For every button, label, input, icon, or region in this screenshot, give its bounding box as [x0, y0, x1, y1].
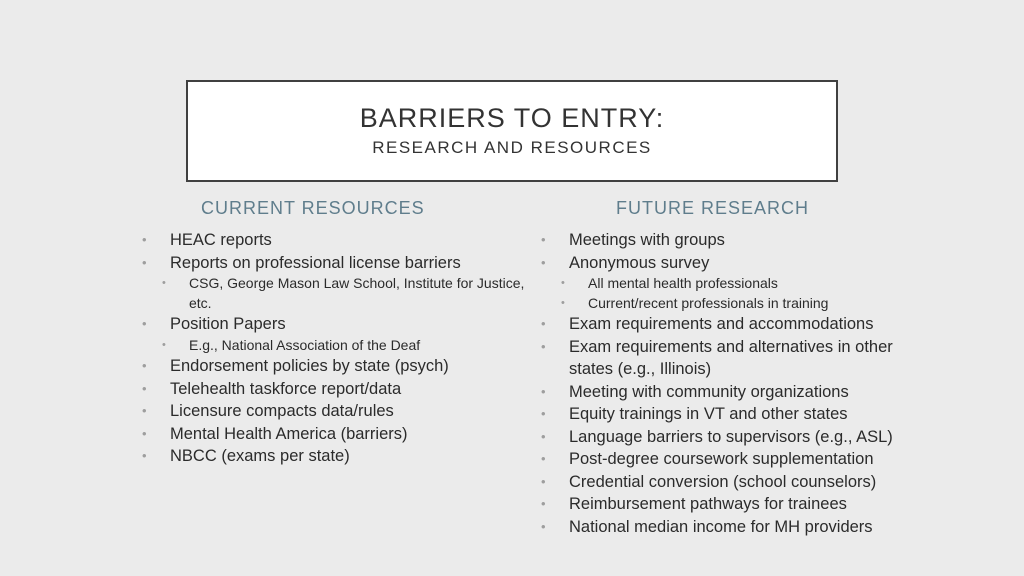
list-item — [539, 403, 939, 426]
sub-list-item — [140, 274, 530, 313]
list-item — [539, 313, 939, 336]
list-item-text: All mental health professionals — [588, 275, 778, 291]
list-item — [539, 252, 939, 275]
list-item-text: Anonymous survey — [569, 253, 710, 272]
bullet-icon: • — [142, 358, 147, 373]
list-item-text: Licensure compacts data/rules — [170, 402, 394, 420]
list-item-text: Endorsement policies by state (psych) — [170, 357, 449, 375]
bullet-icon: • — [142, 316, 147, 331]
bullet-icon: • — [541, 473, 546, 489]
list-item-text: Credential conversion (school counselors) — [569, 472, 877, 491]
sub-list-item — [539, 294, 939, 314]
list-item — [539, 448, 939, 471]
list-item-text: E.g., National Association of the Deaf — [189, 336, 421, 353]
list-item — [140, 252, 530, 275]
bullet-icon: • — [142, 380, 147, 396]
bullet-icon: • — [541, 428, 546, 444]
list-item-text: Telehealth taskforce report/data — [170, 379, 402, 398]
bullet-icon: • — [541, 518, 546, 534]
list-item — [140, 445, 530, 468]
future-research-heading: FUTURE RESEARCH — [616, 198, 810, 218]
list-item-text: Meetings with groups — [569, 231, 725, 249]
bullet-icon: • — [142, 425, 147, 441]
list-item — [539, 336, 939, 381]
list-item-text: Position Papers — [170, 315, 286, 333]
sub-list-item — [539, 274, 939, 294]
list-item — [539, 471, 939, 494]
bullet-icon: • — [142, 254, 147, 270]
list-item-text: Mental Health America (barriers) — [170, 424, 408, 443]
current-resources-heading: CURRENT RESOURCES — [201, 198, 425, 218]
list-item — [539, 381, 939, 404]
bullet-icon: • — [541, 338, 546, 354]
list-item — [140, 313, 530, 336]
bullet-icon: • — [541, 316, 546, 331]
bullet-icon: • — [162, 277, 166, 289]
bullet-icon: • — [162, 338, 166, 351]
list-item — [539, 493, 939, 516]
bullet-icon: • — [541, 254, 546, 270]
list-item-text: Equity trainings in VT and other states — [569, 405, 848, 423]
list-item-text: Current/recent professionals in training — [588, 294, 829, 311]
list-item-text: NBCC (exams per state) — [170, 447, 350, 465]
list-item-text: Reimbursement pathways for trainees — [569, 495, 847, 513]
list-item-text: Exam requirements and alternatives in other states (e.g., Illinois) — [569, 337, 893, 378]
list-item — [539, 229, 939, 252]
bullet-icon: • — [142, 448, 147, 463]
list-item — [140, 378, 530, 401]
list-item — [539, 516, 939, 539]
list-item — [140, 400, 530, 423]
bullet-icon: • — [541, 451, 546, 466]
bullet-icon: • — [541, 406, 546, 421]
current-resources-list — [140, 229, 530, 468]
list-item — [539, 426, 939, 449]
bullet-icon: • — [541, 232, 546, 247]
bullet-icon: • — [561, 296, 565, 309]
list-item-text: Post-degree coursework supplementation — [569, 450, 874, 468]
future-research-list — [539, 229, 939, 538]
list-item — [140, 423, 530, 446]
bullet-icon: • — [541, 383, 546, 399]
list-item — [140, 355, 530, 378]
list-item-text: CSG, George Mason Law School, Institute for Justice, etc. — [189, 275, 525, 311]
bullet-icon: • — [561, 277, 565, 289]
list-item-text: National median income for MH providers — [569, 517, 873, 536]
list-item-text: Reports on professional license barriers — [170, 253, 461, 272]
list-item-text: Language barriers to supervisors (e.g., ASL) — [569, 427, 893, 446]
list-item-text: HEAC reports — [170, 231, 272, 249]
slide-subtitle: RESEARCH AND RESOURCES — [372, 138, 652, 157]
bullet-icon: • — [142, 232, 147, 247]
slide-title: BARRIERS TO ENTRY: — [359, 103, 665, 133]
list-item — [140, 229, 530, 252]
sub-list-item — [140, 336, 530, 356]
bullet-icon: • — [142, 403, 147, 418]
bullet-icon: • — [541, 496, 546, 511]
list-item-text: Exam requirements and accommodations — [569, 315, 874, 333]
list-item-text: Meeting with community organizations — [569, 382, 849, 401]
title-box — [186, 80, 838, 182]
